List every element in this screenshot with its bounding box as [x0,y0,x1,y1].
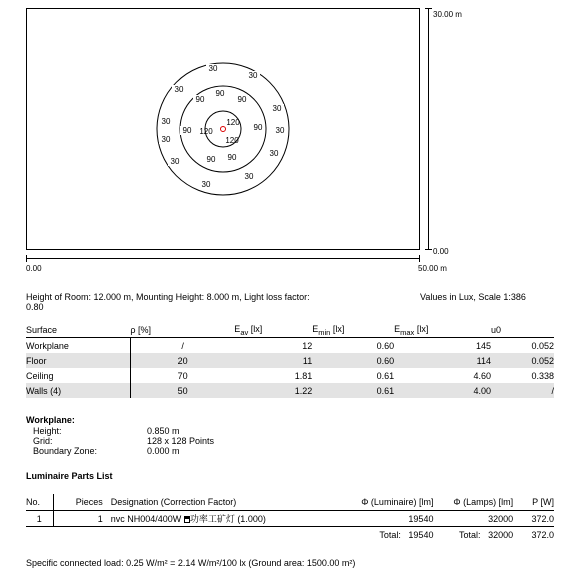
contour-label: 30 [174,85,184,94]
surface-eav: 1.22 [234,383,312,398]
workplane-grid-value: 128 x 128 Points [147,436,215,446]
surface-name: Walls (4) [26,383,130,398]
workplane-height-label: Height: [33,426,62,436]
designation-text: nvc NH004/400W [110,514,182,524]
contour-30 [157,63,289,195]
scale-label-bottom: 0.00 [433,247,449,256]
surface-u0: 0.338 [531,370,554,381]
specific-load: Specific connected load: 0.25 W/m² = 2.14 W/m²/100 lx (Ground area: 1500.00 m²) [26,558,356,568]
surface-emin: 0.61 [312,383,394,398]
surface-emax: 4.00 [394,383,491,398]
table-row [26,383,554,398]
part-no: 1 [36,513,42,524]
contour-label: 90 [195,95,205,104]
scale-label-right: 50.00 m [418,264,447,273]
col-no: No. [26,494,53,511]
scale-tick [26,255,27,262]
room-info: Height of Room: 12.000 m, Mounting Height: 8.000 m, Light loss factor: [26,292,310,302]
surface-name: Ceiling [26,370,54,381]
surface-rho: 50 [130,383,234,398]
contour-label: 120 [226,118,240,127]
surface-eav: 11 [234,353,312,368]
workplane-grid-label: Grid: [33,436,53,446]
col-u0: u0 [491,323,554,338]
col-emin: $E_{min}$ [lx] [312,323,394,338]
contour-label: 30 [275,126,285,135]
plan-view [26,8,420,250]
surface-rho: 70 [130,368,234,383]
surface-u0: / [491,383,554,398]
isolux-diagram [27,9,419,249]
contour-label: 30 [244,172,254,181]
contour-label: 120 [225,136,239,145]
luminaire-marker [221,127,226,132]
surface-rho: 20 [130,353,234,368]
col-designation: Designation (Correction Factor) [111,494,325,511]
parts-header [26,494,554,511]
vertical-scale [428,8,429,250]
surface-eav: 12 [302,340,313,351]
scale-tick [419,255,420,262]
surfaces-table [26,323,554,398]
contour-label: 30 [272,104,282,113]
col-pieces: Pieces [53,494,111,511]
col-rho: ρ [%] [130,323,234,338]
surface-u0: 0.052 [491,353,554,368]
surface-emin: 0.60 [376,340,395,351]
horizontal-scale [26,258,420,259]
table-row [26,511,554,527]
scale-tick [425,249,432,250]
col-flux-luminaire: Φ (Luminaire) [lm] [325,494,433,511]
surface-emax: 145 [475,340,492,351]
contour-label: 90 [182,126,192,135]
col-surface: Surface [26,323,130,338]
contour-label: 30 [161,135,171,144]
scale-tick [425,8,432,9]
contour-label: 30 [170,157,180,166]
total-flux-lamps: Total: 32000 [459,529,514,540]
totals-row [26,527,554,543]
surface-name: Floor [26,353,130,368]
contour-label: 90 [227,153,237,162]
room-info-factor: 0.80 [26,302,44,312]
contour-label: 90 [206,155,216,164]
surface-emax: 114 [394,353,491,368]
contour-label: 30 [208,64,218,73]
parts-list-table [26,494,554,542]
contour-label: 30 [161,117,171,126]
contour-label: 120 [199,127,213,136]
col-flux-lamps: Φ (Lamps) [lm] [433,494,513,511]
parts-list-title: Luminaire Parts List [26,471,113,481]
surface-name: Workplane [26,340,69,351]
total-flux-luminaire: Total: 19540 [379,529,434,540]
col-eav: $E_{av}$ [lx] [234,323,312,338]
contour-label: 90 [215,89,225,98]
part-flux-lamps: 32000 [488,513,514,524]
designation-cn: 功率工矿灯 (1.000) [189,514,266,524]
part-designation [111,511,325,527]
contour-label: 90 [237,95,247,104]
table-row [26,338,554,354]
total-power: 372.0 [531,529,554,540]
workplane-height-value: 0.850 m [147,426,180,436]
workplane-boundary-value: 0.000 m [147,446,180,456]
total-label: Total: [379,529,401,540]
col-power: P [W] [513,494,554,511]
part-flux-luminaire: 19540 [408,513,434,524]
surface-eav: 1.81 [294,370,313,381]
total-label: Total: [459,529,481,540]
part-power: 372.0 [531,513,554,524]
surface-emin: 0.61 [376,370,395,381]
surface-emax: 4.60 [473,370,492,381]
part-pieces: 1 [53,511,111,527]
scale-label-top: 30.00 m [433,10,462,19]
contour-label: 90 [253,123,263,132]
surface-u0: 0.052 [531,340,554,351]
table-row [26,368,554,383]
contour-label: 30 [269,149,279,158]
values-info: Values in Lux, Scale 1:386 [420,292,526,302]
col-emax: $E_{max}$ [lx] [394,323,491,338]
contour-label: 30 [201,180,211,189]
workplane-boundary-label: Boundary Zone: [33,446,98,456]
scale-label-left: 0.00 [26,264,42,273]
surface-emin: 0.60 [312,353,394,368]
contour-label: 30 [248,71,258,80]
surfaces-header [26,323,554,338]
surface-rho: / [130,338,234,354]
table-row [26,353,554,368]
workplane-title: Workplane: [26,415,75,425]
